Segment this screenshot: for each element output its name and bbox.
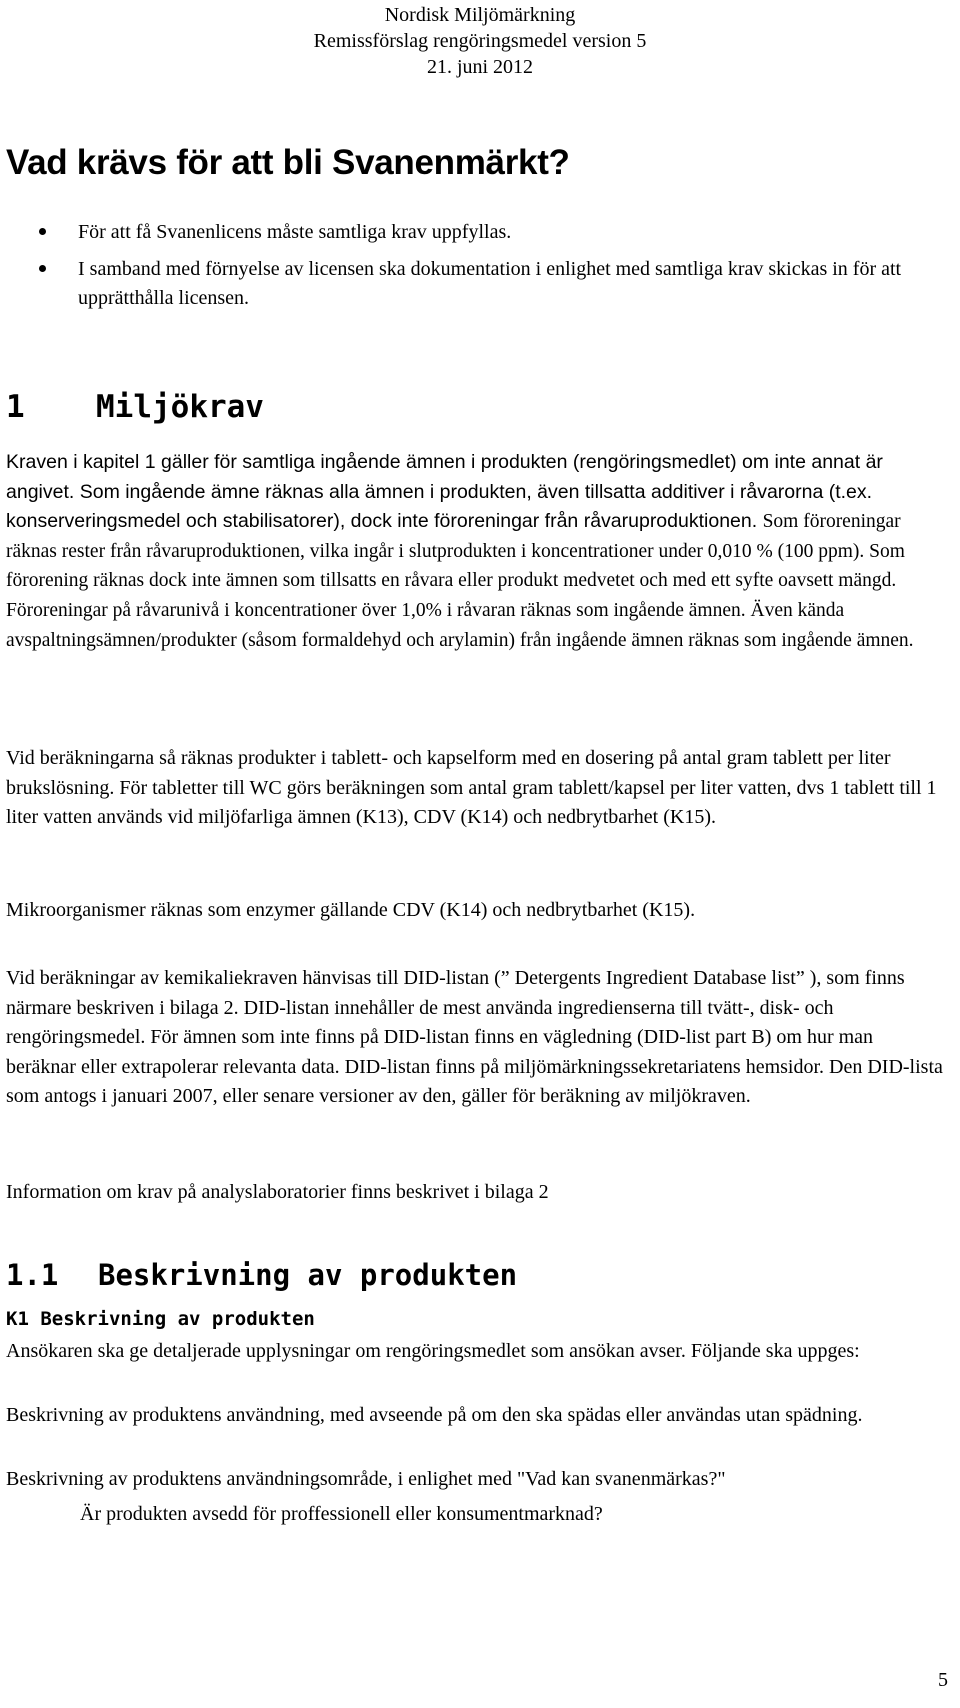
section-heading-beskrivning <box>6 1258 517 1292</box>
did-list-paragraph: Vid beräkningar av kemikaliekraven hänvisas till DID-listan (” Detergents Ingredient Database list” ), som finns närmare beskriven i bilaga 2. DID-listan innehåller de mest använda ingredienserna till tvätt-, disk- och rengöringsmedel. För ämnen som inte finns på DID-listan finns en vägledning (DID-list part B) om hur man beräknar eller extrapolerar relevanta data. DID-listan finns på miljömärkningssekretariatens hemsidor. Den DID-lista som antogs i januari 2007, eller senare versioner av den, gäller för beräkning av miljökraven. <box>6 967 943 1108</box>
bullet-dot-icon <box>39 265 46 272</box>
header-organization: Nordisk Miljömärkning <box>384 4 576 26</box>
k1-intro-paragraph: Ansökaren ska ge detaljerade upplysningar om rengöringsmedlet som ansökan avser. Följande ska uppges: <box>6 1340 860 1362</box>
kraven-paragraph <box>6 448 946 655</box>
header-date: 21. juni 2012 <box>426 56 534 78</box>
main-title: Vad krävs för att bli Svanenmärkt? <box>6 143 570 182</box>
requirement-k1-heading: K1 Beskrivning av produkten <box>6 1308 315 1330</box>
bullet-text: I samband med förnyelse av licensen ska dokumentation i enlighet med samtliga krav skickas in för att upprätthålla licensen. <box>78 258 902 309</box>
section-number: 1 <box>6 389 25 425</box>
bullet-dot-icon <box>39 228 46 235</box>
requirements-bullet-list <box>0 218 940 321</box>
page-header <box>0 2 960 80</box>
section-title: Miljökrav <box>96 389 264 425</box>
bullet-item <box>0 218 940 247</box>
section-heading-miljokrav <box>6 389 264 425</box>
berakning-paragraph: Vid beräkningarna så räknas produkter i tablett- och kapselform med en dosering på antal gram tablett per liter brukslösning. För tabletter till WC görs beräkningen som antal gram tablett/kapsel per liter vatten, dvs 1 tablett till 1 liter vatten används vid miljöfarliga ämnen (K13), CDV (K14) och nedbrytbarhet (K15). <box>6 747 937 829</box>
bullet-item <box>0 255 940 313</box>
section-number: 1.1 <box>6 1258 59 1292</box>
page-number: 5 <box>938 1669 948 1691</box>
k1-area-paragraph: Beskrivning av produktens användningsområde, i enlighet med "Vad kan svanenmärkas?" <box>6 1468 726 1490</box>
section-title: Beskrivning av produkten <box>98 1258 518 1292</box>
analyslaboratorier-paragraph: Information om krav på analyslaboratorier finns beskrivet i bilaga 2 <box>6 1181 549 1203</box>
bullet-text: För att få Svanenlicens måste samtliga krav uppfyllas. <box>78 221 512 243</box>
mikroorganismer-paragraph: Mikroorganismer räknas som enzymer gällande CDV (K14) och nedbrytbarhet (K15). <box>6 899 696 921</box>
k1-market-question: Är produkten avsedd för proffessionell eller konsumentmarknad? <box>80 1503 603 1525</box>
header-document-title: Remissförslag rengöringsmedel version 5 <box>313 30 647 52</box>
fororeningar-text: Som föroreningar räknas rester från råvaruproduktionen, vilka ingår i slutprodukten i koncentrationer under 0,010 % (100 ppm). Som förorening räknas dock inte ämnen som tillsatts en råvara eller produkt medvetet och med ett syfte oavsett mängd. Föroreningar på råvarunivå i koncentrationer över 1,0% i råvaran räknas som ingående ämnen. Även kända avspaltningsämnen/produkter (såsom formaldehyd och arylamin) från ingående ämnen räknas som ingående ämnen. <box>6 511 914 651</box>
k1-use-paragraph: Beskrivning av produktens användning, med avseende på om den ska spädas eller användas utan spädning. <box>6 1404 863 1426</box>
kraven-text: Kraven i kapitel 1 gäller för samtliga ingående ämnen i produkten (rengöringsmedlet) om inte annat är angivet. Som ingående ämne räknas alla ämnen i produkten, även tillsatta additiver i råvarorna (t.ex. konserveringsmedel och stabilisatorer), dock inte föroreningar från råvaruproduktionen. <box>6 451 883 533</box>
